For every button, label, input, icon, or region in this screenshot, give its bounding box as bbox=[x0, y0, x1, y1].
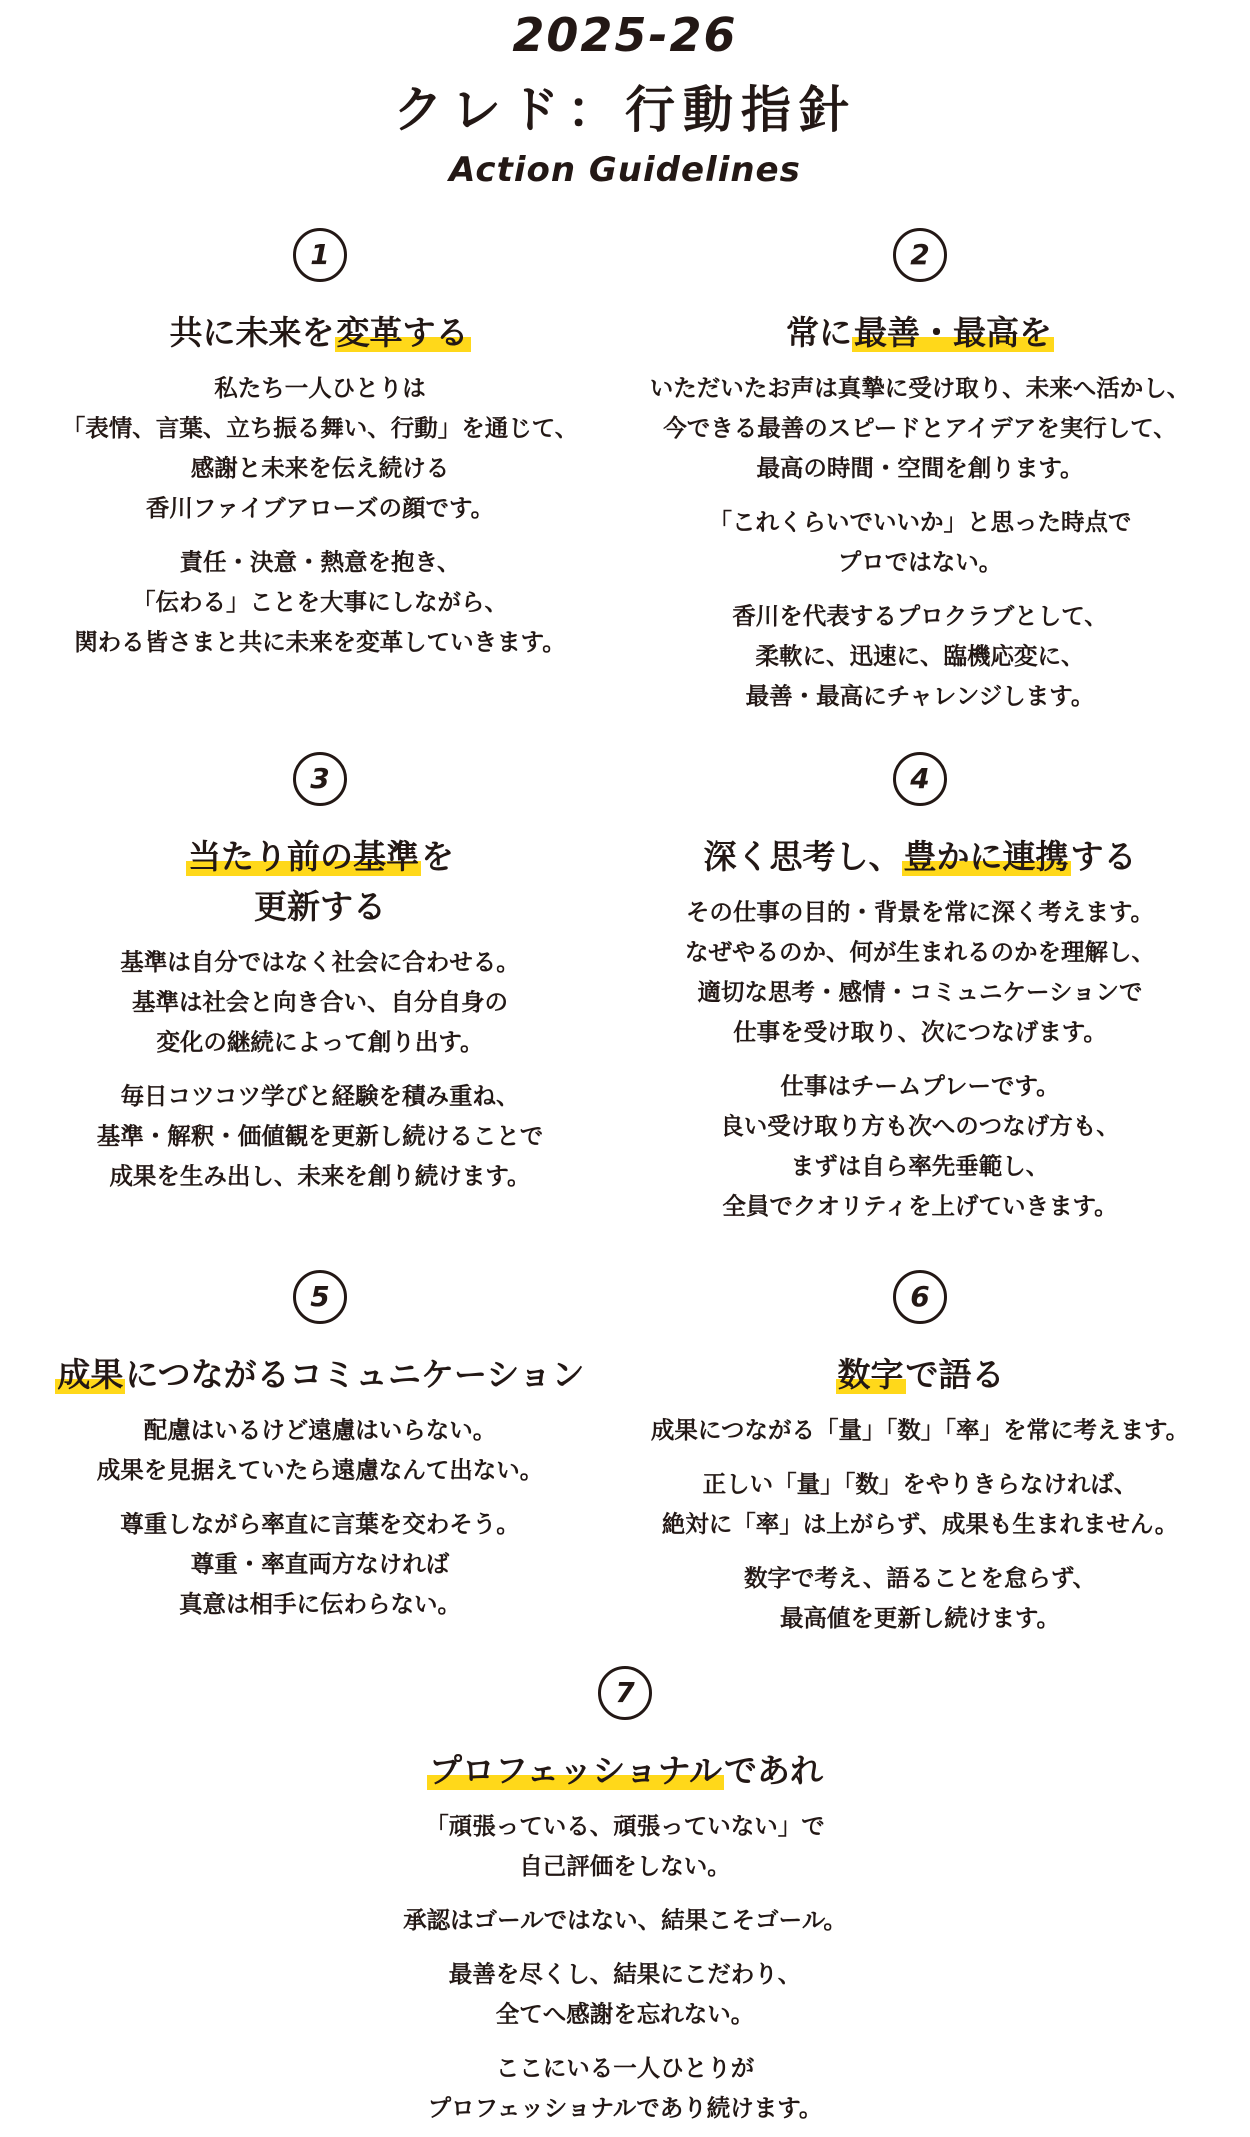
section-heading bbox=[20, 1350, 620, 1400]
credo-section-3 bbox=[20, 752, 620, 1196]
year-label: 2025-26 bbox=[512, 8, 738, 62]
section-paragraph: 「頑張っている、頑張っていない」で 自己評価をしない。 bbox=[425, 1812, 825, 1880]
section-heading bbox=[620, 832, 1220, 882]
heading-text: する bbox=[1070, 837, 1137, 876]
section-paragraph: 私たち一人ひとりは 「表情、言葉、立ち振る舞い、行動」を通じて、 感謝と未来を伝え続ける 香川ファイブアローズの顔です。 bbox=[61, 374, 579, 522]
section-heading bbox=[620, 1350, 1220, 1400]
heading-highlight: 変革する bbox=[336, 313, 469, 352]
section-paragraph: その仕事の目的・背景を常に深く考えます。 なぜやるのか、何が生まれるのかを理解し、 適切な思考・感情・コミュニケーションで 仕事を受け取り、次につなげます。 bbox=[685, 898, 1155, 1046]
section-paragraph: 正しい「量」「数」をやりきらなければ、 絶対に「率」は上がらず、成果も生まれません。 bbox=[661, 1470, 1179, 1538]
section-paragraph: 毎日コツコツ学びと経験を積み重ね、 基準・解釈・価値観を更新し続けることで 成果を生み出し、未来を創り続けます。 bbox=[96, 1082, 544, 1190]
section-number-badge: 3 bbox=[293, 752, 347, 806]
section-heading bbox=[20, 308, 620, 358]
section-paragraph: いただいたお声は真摯に受け取り、未来へ活かし、 今できる最善のスピードとアイデアを実行して、 最高の時間・空間を創ります。 bbox=[649, 374, 1191, 482]
section-paragraph: 「これくらいでいいか」と思った時点で プロではない。 bbox=[708, 508, 1132, 576]
section-number-badge: 5 bbox=[293, 1270, 347, 1324]
heading-highlight: 成果 bbox=[57, 1355, 124, 1394]
section-paragraph: 香川を代表するプロクラブとして、 柔軟に、迅速に、臨機応変に、 最善・最高にチャレンジします。 bbox=[732, 602, 1108, 710]
section-paragraph: 基準は自分ではなく社会に合わせる。 基準は社会と向き合い、自分自身の 変化の継続によって創り出す。 bbox=[120, 948, 520, 1056]
section-paragraph: 尊重しながら率直に言葉を交わそう。 尊重・率直両方なければ 真意は相手に伝わらない。 bbox=[120, 1510, 520, 1618]
credo-section-7 bbox=[325, 1666, 925, 2128]
credo-section-6 bbox=[620, 1270, 1220, 1638]
heading-text: 共に未来を bbox=[169, 313, 335, 352]
page-subtitle: Action Guidelines bbox=[449, 150, 801, 190]
section-paragraph: 承認はゴールではない、結果こそゴール。 bbox=[403, 1906, 847, 1934]
section-heading bbox=[20, 832, 620, 932]
section-heading bbox=[325, 1746, 925, 1796]
heading-text: で語る bbox=[905, 1355, 1005, 1394]
section-paragraph: ここにいる一人ひとりが プロフェッショナルであり続けます。 bbox=[427, 2054, 823, 2122]
heading-highlight: 当たり前の基準 bbox=[188, 837, 419, 876]
section-paragraph: 数字で考え、語ることを怠らず、 最高値を更新し続けます。 bbox=[743, 1564, 1097, 1632]
section-paragraph: 最善を尽くし、結果にこだわり、 全てへ感謝を忘れない。 bbox=[448, 1960, 802, 2028]
heading-text: を bbox=[421, 837, 454, 876]
heading-text: 常に bbox=[786, 313, 852, 352]
section-number-badge: 4 bbox=[893, 752, 947, 806]
section-paragraph: 成果につながる「量」「数」「率」を常に考えます。 bbox=[650, 1416, 1190, 1444]
section-number-badge: 1 bbox=[293, 228, 347, 282]
section-paragraph: 配慮はいるけど遠慮はいらない。 成果を見据えていたら遠慮なんて出ない。 bbox=[96, 1416, 544, 1484]
credo-section-1 bbox=[20, 228, 620, 662]
credo-section-4 bbox=[620, 752, 1220, 1226]
heading-highlight: 最善・最高を bbox=[854, 313, 1052, 352]
section-paragraph: 責任・決意・熱意を抱き、 「伝わる」ことを大事にしながら、 関わる皆さまと共に未来を変革していきます。 bbox=[74, 548, 566, 656]
heading-text: であれ bbox=[724, 1751, 824, 1790]
credo-section-2 bbox=[620, 228, 1220, 716]
page-title: クレド：行動指針 bbox=[393, 81, 857, 139]
section-heading bbox=[620, 308, 1220, 358]
section-number-badge: 7 bbox=[598, 1666, 652, 1720]
section-number-badge: 6 bbox=[893, 1270, 947, 1324]
heading-text: につながるコミュニケーション bbox=[125, 1355, 585, 1394]
section-paragraph: 仕事はチームプレーです。 良い受け取り方も次へのつなげ方も、 まずは自ら率先垂範し、 全員でクオリティを上げていきます。 bbox=[720, 1072, 1120, 1220]
heading-highlight: 豊かに連携 bbox=[903, 837, 1069, 876]
section-number-badge: 2 bbox=[893, 228, 947, 282]
heading-highlight: プロフェッショナル bbox=[428, 1751, 723, 1790]
credo-section-5 bbox=[20, 1270, 620, 1624]
heading-text-line2: 更新する bbox=[254, 887, 386, 926]
heading-text: 深く思考し、 bbox=[703, 837, 902, 876]
heading-highlight: 数字 bbox=[837, 1355, 904, 1394]
